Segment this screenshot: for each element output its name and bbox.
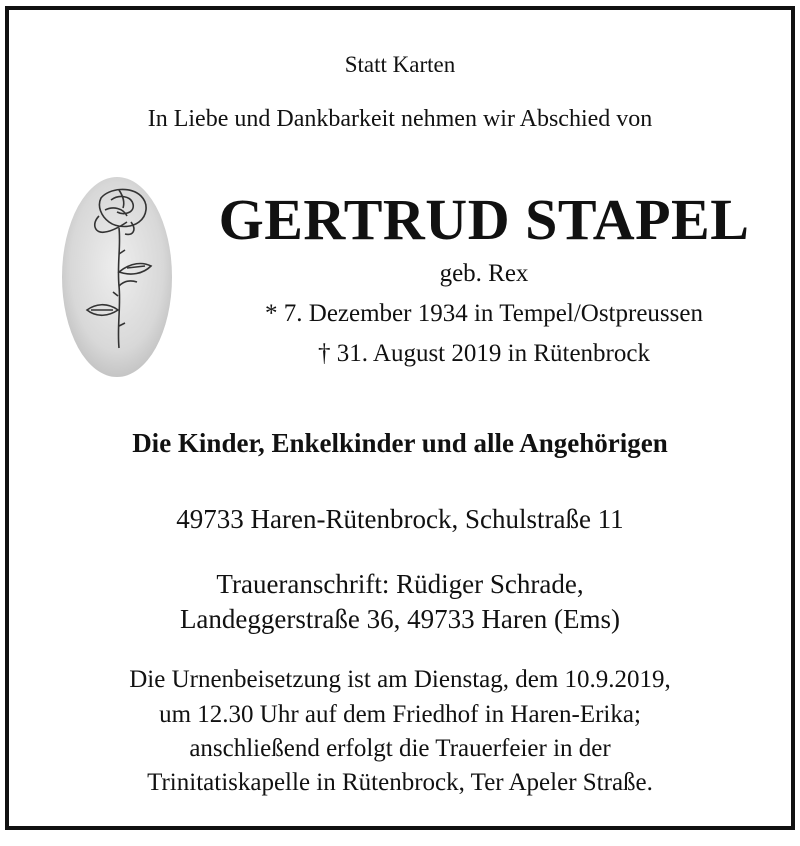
mourning-address-line-1: Traueranschrift: Rüdiger Schrade, <box>216 569 584 599</box>
header-text: Statt Karten <box>344 52 456 77</box>
family-address: 49733 Haren-Rütenbrock, Schulstraße 11 <box>176 504 624 534</box>
mourning-address-line-2: Landeggerstraße 36, 49733 Haren (Ems) <box>179 604 621 634</box>
announcement-line-1: Die Urnenbeisetzung ist am Dienstag, dem 10.9.2019, <box>129 666 671 693</box>
announcement-line-2: um 12.30 Uhr auf dem Friedhof in Haren-Erika; <box>159 701 641 728</box>
intro-text: In Liebe und Dankbarkeit nehmen wir Abschied von <box>147 106 653 132</box>
death-date: † 31. August 2019 in Rütenbrock <box>318 340 650 367</box>
maiden-name: geb. Rex <box>439 260 529 287</box>
announcement-line-4: Trinitatiskapelle in Rütenbrock, Ter Apeler Straße. <box>147 769 653 796</box>
rose-icon <box>61 176 173 378</box>
announcement-line-3: anschließend erfolgt die Trauerfeier in der <box>189 735 611 762</box>
family-signature: Die Kinder, Enkelkinder und alle Angehörigen <box>132 428 668 458</box>
birth-date: * 7. Dezember 1934 in Tempel/Ostpreussen <box>265 300 703 327</box>
notice-frame <box>5 6 795 830</box>
deceased-name: GERTRUD STAPEL <box>218 187 750 252</box>
